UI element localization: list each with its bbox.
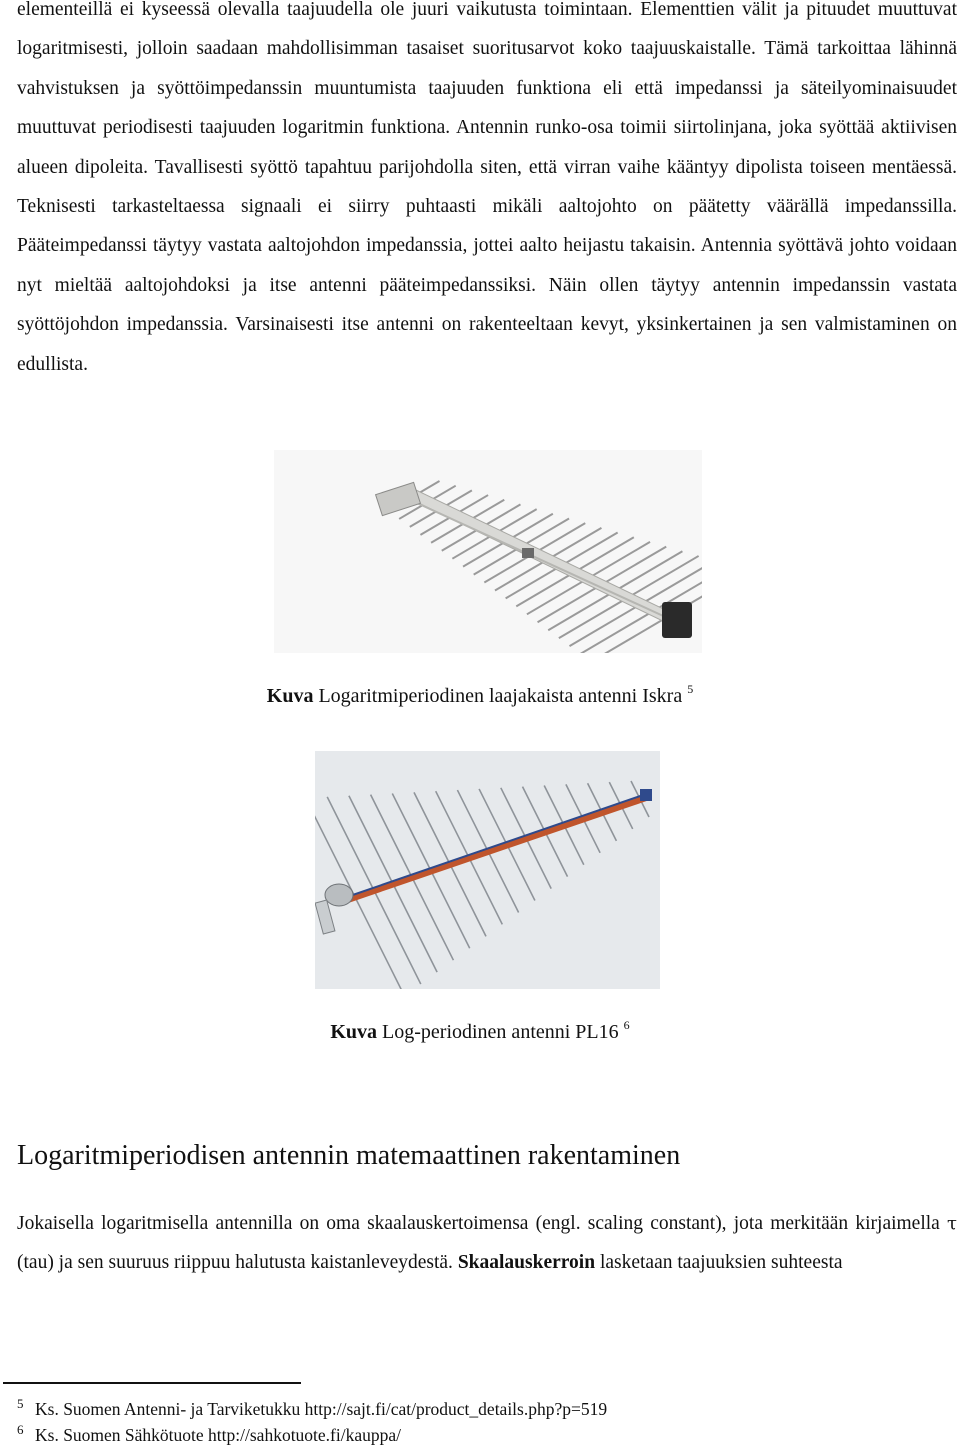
body-paragraph-2 xyxy=(17,1204,957,1283)
footnote-ref: 6 xyxy=(623,1018,630,1032)
mounting-clamp xyxy=(325,884,353,906)
figure-caption-2 xyxy=(0,1020,960,1044)
antenna-render-pl16 xyxy=(315,751,660,989)
paragraph-text: lasketaan taajuuksien suhteesta xyxy=(599,1252,843,1274)
render-background xyxy=(315,751,660,989)
caption-label: Kuva xyxy=(266,685,314,707)
footnote-5: 5 Ks. Suomen Antenni- ja Tarviketukku http://sajt.fi/cat/product_details.php?p=519 xyxy=(17,1396,608,1419)
caption-label: Kuva xyxy=(330,1021,378,1043)
paragraph-text: (tau) ja sen suuruus riippuu halutusta kaistanleveydestä. xyxy=(17,1252,453,1274)
figure-caption-1 xyxy=(0,684,960,708)
connector-box xyxy=(662,602,692,638)
end-cap xyxy=(640,789,652,801)
footnote-text: Ks. Suomen Sähkötuote http://sahkotuote.fi/kauppa/ xyxy=(35,1425,402,1445)
footnote-ref: 5 xyxy=(687,682,694,696)
footnote-separator xyxy=(3,1382,301,1384)
footnote-6: 6 Ks. Suomen Sähkötuote http://sahkotuote.fi/kauppa/ xyxy=(17,1422,402,1445)
tau-symbol: τ xyxy=(947,1213,957,1234)
caption-text: Logaritmiperiodinen laajakaista antenni Iskra xyxy=(318,685,683,707)
paragraph-text: Jokaisella logaritmisella antennilla on oma skaalauskertoimensa (engl. scaling constant), jota merkitään kirjaimella xyxy=(17,1213,940,1234)
bold-term: Skaalauskerroin xyxy=(457,1252,596,1274)
body-paragraph: elementeillä ei kyseessä olevalla taajuudella ole juuri vaikutusta toimintaan. Elementtien välit ja pituudet muuttuvat logaritmisesti, jolloin saadaan mahdollisimman tasaiset suoritusarvot koko taajuuskaistalle. Tämä tarkoittaa lähinnä vahvistuksen ja syöttöimpedanssin muuntumista taajuuden funktiona eli että impedanssi ja säteilyominaisuudet muuttuvat periodisesti taajuuden logaritmin funktiona. Antennin runko-osa toimii siirtolinjana, joka syöttää aktiivisen alueen dipoleita. Tavallisesti syöttö tapahtuu parijohdolla siten, että virran vaihe kääntyy dipolista toiseen mentäessä. Teknisesti tarkasteltaessa signaali ei siirry puhtaasti mikäli aaltojohto on päätetty väärällä impedanssilla. Pääteimpedanssi täytyy vastata aaltojohdon impedanssia, jottei aalto heijastu takaisin. Antennia syöttävä johto voidaan nyt mieltää aaltojohdoksi ja itse antenni pääteimpedanssiksi. Näin ollen täytyy antennin impedanssin vastata syöttöjohdon impedanssia. Varsinaisesti itse antenni on rakenteeltaan kevyt, yksinkertainen ja sen valmistaminen on edullista. xyxy=(17,0,957,375)
footnote-text: Ks. Suomen Antenni- ja Tarviketukku http://sajt.fi/cat/product_details.php?p=519 xyxy=(35,1399,608,1419)
antenna-photo-iskra xyxy=(274,450,702,653)
section-heading: Logaritmiperiodisen antennin matemaattinen rakentaminen xyxy=(17,1140,681,1171)
caption-text: Log-periodinen antenni PL16 xyxy=(382,1021,619,1043)
feed-point xyxy=(522,548,534,558)
